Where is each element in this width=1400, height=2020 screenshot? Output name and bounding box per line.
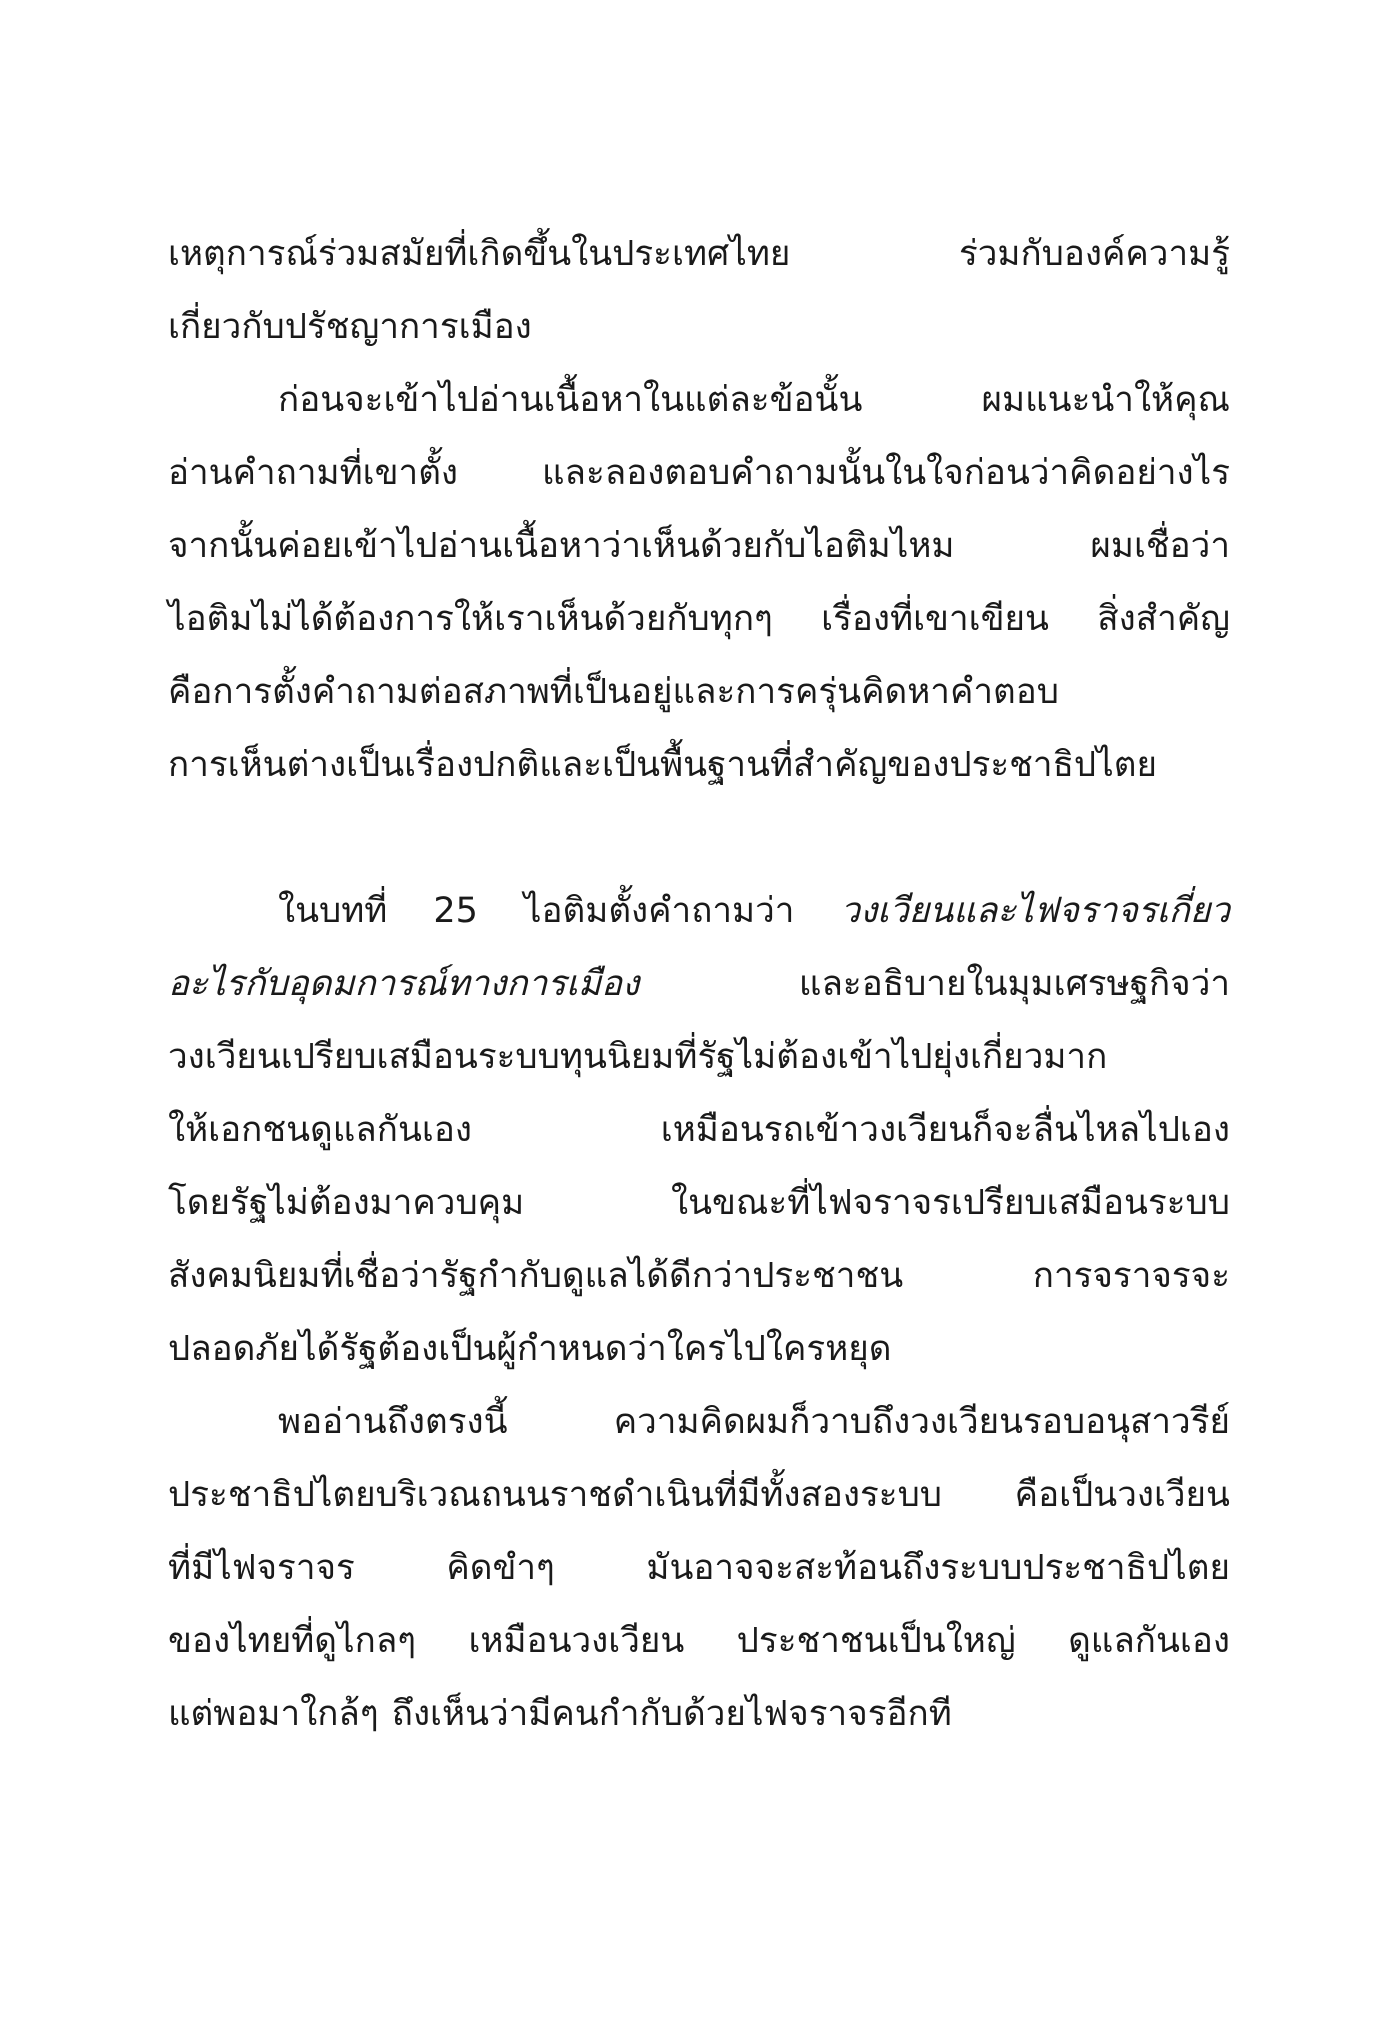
- paragraph-1-line-2: เกี่ยวกับปรัชญาการเมือง: [168, 307, 532, 347]
- paragraph-2-line-5: คือการตั้งคำถามต่อสภาพที่เป็นอยู่และการครุ่นคิดหาคำตอบ: [168, 672, 1059, 712]
- paragraph-3-line-7: ปลอดภัยได้รัฐต้องเป็นผู้กำหนดว่าใครไปใครหยุด: [168, 1329, 892, 1369]
- paragraph-3-line-1-text: ในบทที่ 25 ไอติมตั้งคำถามว่า: [278, 891, 841, 931]
- paragraph-4-line-4: ของไทยที่ดูไกลๆ เหมือนวงเวียน ประชาชนเป็นใหญ่ ดูแลกันเอง: [168, 1621, 1230, 1661]
- paragraph-4-line-2: ประชาธิปไตยบริเวณถนนราชดำเนินที่มีทั้งสองระบบ คือเป็นวงเวียน: [168, 1475, 1230, 1515]
- paragraph-2-line-2: อ่านคำถามที่เขาตั้ง และลองตอบคำถามนั้นในใจก่อนว่าคิดอย่างไร: [168, 453, 1230, 493]
- paragraph-2-line-4: ไอติมไม่ได้ต้องการให้เราเห็นด้วยกับทุกๆ เรื่องที่เขาเขียน สิ่งสำคัญ: [168, 599, 1230, 639]
- paragraph-3-line-2-text: และอธิบายในมุมเศรษฐกิจว่า: [639, 964, 1230, 1004]
- paragraph-4-line-1: พออ่านถึงตรงนี้ ความคิดผมก็วาบถึงวงเวียนรอบอนุสาวรีย์: [278, 1402, 1230, 1442]
- paragraph-4-line-3: ที่มีไฟจราจร คิดขำๆ มันอาจจะสะท้อนถึงระบบประชาธิปไตย: [168, 1548, 1230, 1588]
- paragraph-3-line-6: สังคมนิยมที่เชื่อว่ารัฐกำกับดูแลได้ดีกว่าประชาชน การจราจรจะ: [168, 1256, 1230, 1296]
- paragraph-3-line-2: [168, 948, 1230, 1021]
- paragraph-3-line-3: วงเวียนเปรียบเสมือนระบบทุนนิยมที่รัฐไม่ต้องเข้าไปยุ่งเกี่ยวมาก: [168, 1037, 1108, 1077]
- paragraph-4-line-5: แต่พอมาใกล้ๆ ถึงเห็นว่ามีคนกำกับด้วยไฟจราจรอีกที: [168, 1694, 952, 1734]
- paragraph-2-line-6: การเห็นต่างเป็นเรื่องปกติและเป็นพื้นฐานที่สำคัญของประชาธิปไตย: [168, 745, 1157, 785]
- chapter-question-part-1: วงเวียนและไฟจราจรเกี่ยว: [840, 891, 1230, 931]
- paragraph-spacer: [168, 802, 1230, 875]
- paragraph-2-line-1: ก่อนจะเข้าไปอ่านเนื้อหาในแต่ละข้อนั้น ผมแนะนำให้คุณ: [278, 380, 1230, 420]
- paragraph-1-line-1: เหตุการณ์ร่วมสมัยที่เกิดขึ้นในประเทศไทย ร่วมกับองค์ความรู้: [168, 234, 1230, 274]
- paragraph-3-line-4: ให้เอกชนดูแลกันเอง เหมือนรถเข้าวงเวียนก็จะลื่นไหลไปเอง: [168, 1110, 1230, 1150]
- chapter-question-part-2: อะไรกับอุดมการณ์ทางการเมือง: [168, 964, 640, 1004]
- body-text: [168, 218, 1230, 1751]
- paragraph-3-line-1: [168, 875, 1230, 948]
- paragraph-2-line-3: จากนั้นค่อยเข้าไปอ่านเนื้อหาว่าเห็นด้วยกับไอติมไหม ผมเชื่อว่า: [168, 526, 1230, 566]
- paragraph-3-line-5: โดยรัฐไม่ต้องมาควบคุม ในขณะที่ไฟจราจรเปรียบเสมือนระบบ: [168, 1183, 1230, 1223]
